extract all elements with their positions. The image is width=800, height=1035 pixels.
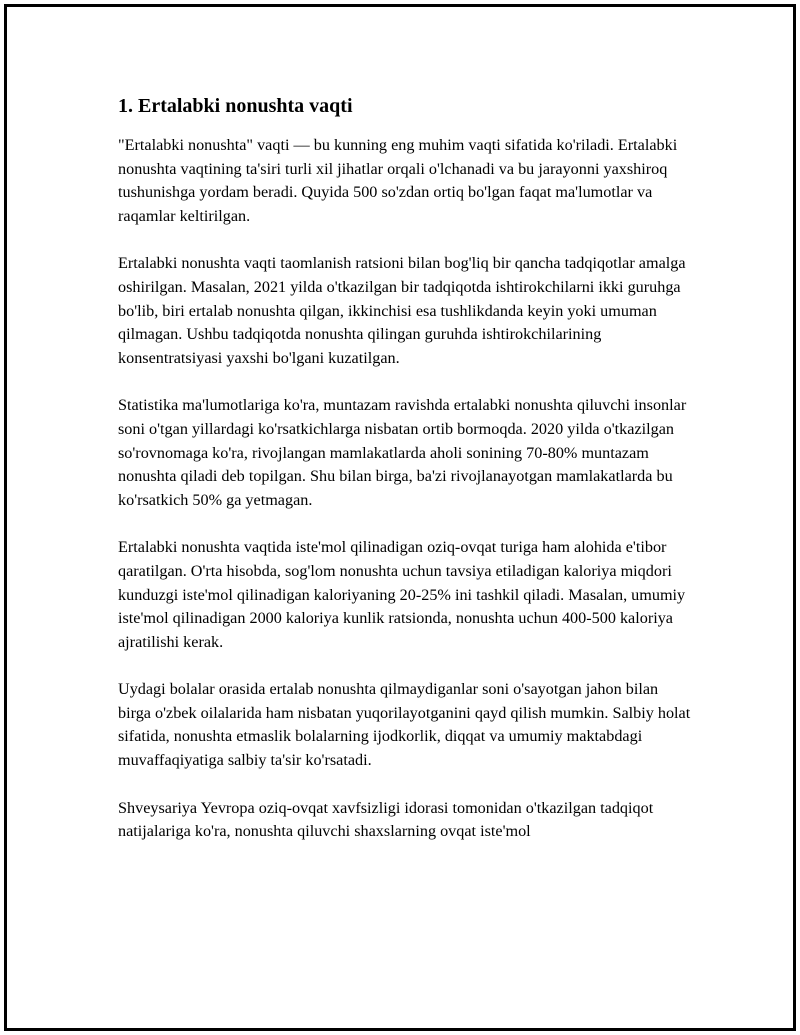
paragraph-5: Uydagi bolalar orasida ertalab nonushta qilmaydiganlar soni o'sayotgan jahon bilan birga o'zbek oilalarida ham nisbatan yuqorilayotganini qayd qilish mumkin. Salbiy holat sifatida, nonushta etmaslik bolalarning ijodkorlik, diqqat va umumiy maktabdagi muvaffaqiyatiga salbiy ta'sir ko'rsatadi. bbox=[118, 680, 691, 770]
paragraph-3: Statistika ma'lumotlariga ko'ra, muntazam ravishda ertalabki nonushta qiluvchi insonlar soni o'tgan yillardagi ko'rsatkichlarga nisbatan ortib bormoqda. 2020 yilda o'tkazilgan so'rovnomaga ko'ra, rivojlangan mamlakatlarda aholi sonining 70-80% muntazam nonushta qiladi deb topilgan. Shu bilan birga, ba'zi rivojlanayotgan mamlakatlarda bu ko'rsatkich 50% ga yetmagan. bbox=[118, 396, 687, 509]
paragraph-4: Ertalabki nonushta vaqtida iste'mol qilinadigan oziq-ovqat turiga ham alohida e'tibor qaratilgan. O'rta hisobda, sog'lom nonushta uchun tavsiya etiladigan kaloriya miqdori kunduzgi iste'mol qilinadigan kaloriyaning 20-25% ini tashkil qiladi. Masalan, umumiy iste'mol qilinadigan 2000 kaloriya kunlik ratsionda, nonushta uchun 400-500 kaloriya ajratilishi kerak. bbox=[118, 538, 686, 651]
paragraph-1: "Ertalabki nonushta" vaqti — bu kunning eng muhim vaqti sifatida ko'riladi. Ertalabki nonushta vaqtining ta'siri turli xil jihatlar orqali o'lchanadi va bu jarayonni yaxshiroq tushunishga yordam beradi. Quyida 500 so'zdan ortiq bo'lgan faqat ma'lumotlar va raqamlar keltirilgan. bbox=[118, 136, 678, 225]
paragraph-6: Shveysariya Yevropa oziq-ovqat xavfsizligi idorasi tomonidan o'tkazilgan tadqiqot natijalariga ko'ra, nonushta qiluvchi shaxslarning ovqat iste'mol bbox=[118, 798, 654, 841]
section-heading: 1. Ertalabki nonushta vaqti bbox=[118, 95, 353, 117]
paragraph-2: Ertalabki nonushta vaqti taomlanish ratsioni bilan bog'liq bir qancha tadqiqotlar amalga oshirilgan. Masalan, 2021 yilda o'tkazilgan bir tadqiqotda ishtirokchilarni ikki guruhga bo'lib, biri ertalab nonushta qilgan, ikkinchisi esa tushlikdanda keyin yoki umuman qilmagan. Ushbu tadqiqotda nonushta qilingan guruhda ishtirokchilarining konsentratsiyasi yaxshi bo'lgani kuzatilgan. bbox=[118, 254, 686, 367]
document-body bbox=[118, 92, 692, 868]
